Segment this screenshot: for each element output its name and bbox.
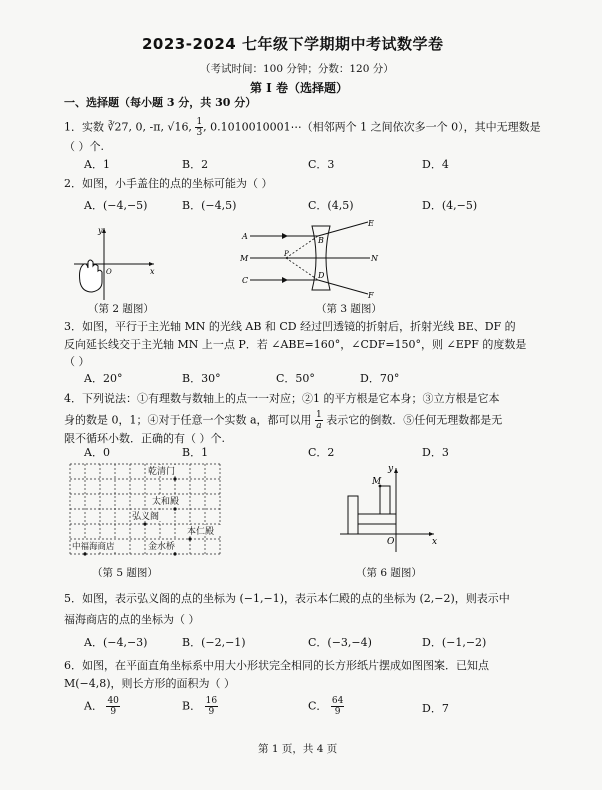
question-2-stem: 2．如图，小手盖住的点的坐标可能为（ ） bbox=[64, 177, 273, 190]
fig6-m-label: M bbox=[372, 477, 382, 487]
q6-option-b-letter: B． bbox=[182, 699, 202, 713]
q6-option-a-fraction bbox=[106, 696, 119, 717]
fig3-label-p: P bbox=[284, 250, 289, 258]
question-4-line-3: 限不循环小数．正确的有（ ）个. bbox=[64, 432, 225, 445]
q6-c-num: 64 bbox=[331, 696, 344, 706]
fig5-point-jinshuiqiao bbox=[173, 552, 176, 555]
q3-option-a[interactable]: A．20° bbox=[84, 372, 123, 385]
fig5-caption: （第 5 题图） bbox=[92, 567, 158, 579]
question-3-line-3: （ ） bbox=[64, 355, 90, 368]
q5-option-c[interactable]: C．(−3,−4) bbox=[308, 636, 372, 649]
q6-a-den: 9 bbox=[110, 707, 117, 717]
page-footer: 第 1 页，共 4 页 bbox=[258, 743, 338, 755]
fig2-x-label: x bbox=[150, 267, 155, 276]
q1-stem-a: 1．实数 bbox=[64, 120, 104, 134]
fig2-x-arrow bbox=[149, 262, 154, 266]
question-5-line-2: 福海商店的点的坐标为（ ） bbox=[64, 613, 200, 626]
q4-line-2a: 身的数是 0，1；④对于任意一个实数 a，都可以用 bbox=[64, 413, 312, 427]
fig5-point-hongyige bbox=[143, 522, 146, 525]
q1-option-c[interactable]: C．3 bbox=[308, 158, 335, 171]
fig5-label-hongyige: 弘义阁 bbox=[132, 512, 160, 522]
figure-6 bbox=[330, 462, 442, 556]
fig3-label-d: D bbox=[318, 271, 325, 280]
fig3-label-b: B bbox=[318, 236, 324, 245]
fig5-point-taihedian bbox=[173, 507, 176, 510]
fig2-origin-label: O bbox=[106, 268, 112, 276]
q6-option-d[interactable] bbox=[422, 702, 449, 717]
question-4-line-2 bbox=[64, 410, 502, 431]
question-3-line-2: 反向延长线交于主光轴 MN 上一点 P．若 ∠ABE=160°，∠CDF=150°，则 ∠EPF 的度数是 bbox=[64, 338, 527, 351]
q5-option-d[interactable]: D．(−1,−2) bbox=[422, 636, 487, 649]
q4-option-c[interactable]: C．2 bbox=[308, 446, 335, 459]
figure-3 bbox=[240, 218, 380, 300]
question-4-line-1: 4．下列说法：①有理数与数轴上的点一一对应；②1 的平方根是它本身；③立方根是它本 bbox=[64, 392, 500, 405]
q6-option-d-value: 7 bbox=[441, 702, 449, 715]
q6-option-b[interactable] bbox=[182, 696, 218, 717]
section-heading: 一、选择题（每小题 3 分，共 30 分） bbox=[64, 96, 257, 109]
q4-line-2b: 表示它的倒数．⑤任何无理数都是无 bbox=[326, 413, 503, 427]
q4-fraction bbox=[315, 410, 323, 431]
figure-5 bbox=[68, 462, 226, 558]
fig5-point-qianqingmen bbox=[173, 477, 176, 480]
q6-option-a[interactable] bbox=[84, 696, 120, 717]
q4-frac-num: 1 bbox=[316, 410, 322, 420]
q2-option-b[interactable]: B．(−4,5) bbox=[182, 199, 237, 212]
page-title: 2023-2024 七年级下学期期中考试数学卷 bbox=[142, 35, 444, 53]
question-1-stem bbox=[64, 117, 541, 138]
q4-option-b[interactable]: B．1 bbox=[182, 446, 209, 459]
q2-option-a[interactable]: A．(−4,−5) bbox=[84, 199, 148, 212]
fig3-ext-be bbox=[286, 236, 318, 258]
question-6-line-2: M(−4,8)，则长方形的面积为（ ） bbox=[64, 677, 236, 690]
q6-c-den: 9 bbox=[334, 707, 341, 717]
fig6-x-arrow bbox=[429, 532, 434, 536]
fig3-label-c: C bbox=[242, 276, 249, 285]
fig3-arrow-cd bbox=[282, 277, 288, 283]
q4-option-a[interactable]: A．0 bbox=[84, 446, 110, 459]
q6-option-b-fraction bbox=[205, 696, 218, 717]
fig3-ext-df bbox=[286, 258, 318, 280]
q1-option-d[interactable]: D．4 bbox=[422, 158, 449, 171]
q1-frac-den: 3 bbox=[196, 128, 203, 138]
fig2-y-arrow bbox=[102, 228, 106, 233]
q6-option-d-letter: D． bbox=[422, 702, 442, 715]
q2-option-c[interactable]: C．(4,5) bbox=[308, 199, 354, 212]
fig3-ray-be bbox=[318, 222, 368, 236]
fig6-caption: （第 6 题图） bbox=[356, 567, 422, 579]
fig6-y-arrow bbox=[394, 468, 398, 473]
q1-stem-c: （ ）个. bbox=[64, 140, 104, 153]
fig3-ray-df bbox=[318, 280, 368, 294]
q4-frac-den: a bbox=[316, 421, 322, 431]
fig3-caption: （第 3 题图） bbox=[316, 303, 382, 315]
q1-option-a[interactable]: A．1 bbox=[84, 158, 110, 171]
q1-stem-numbers: ∛27, 0, -π, √16, bbox=[107, 120, 192, 134]
q6-a-num: 40 bbox=[107, 696, 119, 706]
q6-option-a-letter: A． bbox=[84, 699, 103, 713]
fig5-label-jinshuiqiao: 金水桥 bbox=[148, 542, 176, 552]
q3-option-b[interactable]: B．30° bbox=[182, 372, 221, 385]
exam-info: （考试时间：100 分钟；分数：120 分） bbox=[200, 63, 394, 75]
q1-option-b[interactable]: B．2 bbox=[182, 158, 209, 171]
q6-b-num: 16 bbox=[205, 696, 218, 706]
q1-fraction bbox=[195, 117, 203, 138]
fig3-label-n: N bbox=[371, 254, 378, 263]
fig3-arrow-ab bbox=[282, 233, 288, 239]
q5-option-b[interactable]: B．(−2,−1) bbox=[182, 636, 246, 649]
fig5-point-shop bbox=[83, 552, 86, 555]
fig6-rectangles bbox=[348, 486, 396, 534]
q3-option-d[interactable]: D．70° bbox=[360, 372, 400, 385]
q4-option-d[interactable]: D．3 bbox=[422, 446, 449, 459]
fig5-label-taihedian: 太和殿 bbox=[152, 497, 180, 507]
fig2-y-label: y bbox=[98, 226, 103, 235]
figure-2 bbox=[70, 222, 160, 304]
fig6-origin-label: O bbox=[387, 537, 395, 547]
fig5-label-benrendian: 本仁殿 bbox=[187, 527, 215, 537]
question-5-line-1: 5．如图，表示弘义阁的点的坐标为 (−1,−1)，表示本仁殿的点的坐标为 (2,−2)，则表示中 bbox=[64, 592, 510, 605]
hand-icon bbox=[80, 260, 103, 292]
question-3-line-1: 3．如图，平行于主光轴 MN 的光线 AB 和 CD 经过凹透镜的折射后，折射光线 BE、DF 的 bbox=[64, 320, 516, 333]
volume-heading: 第 I 卷（选择题） bbox=[250, 81, 348, 95]
q5-option-a[interactable]: A．(−4,−3) bbox=[84, 636, 148, 649]
fig5-label-qianqingmen: 乾清门 bbox=[148, 467, 176, 477]
q6-option-c[interactable] bbox=[308, 696, 344, 717]
fig3-label-a: A bbox=[242, 232, 248, 241]
fig5-label-shop: 中福海商店 bbox=[72, 542, 115, 552]
q1-frac-num: 1 bbox=[196, 117, 203, 127]
q2-option-d[interactable]: D．(4,−5) bbox=[422, 199, 478, 212]
fig6-y-label: y bbox=[388, 464, 394, 474]
question-6-line-1: 6．如图，在平面直角坐标系中用大小形状完全相同的长方形纸片摆成如图图案．已知点 bbox=[64, 659, 489, 672]
fig2-caption: （第 2 题图） bbox=[88, 303, 154, 315]
fig6-x-label: x bbox=[432, 537, 438, 547]
q3-option-c[interactable]: C．50° bbox=[276, 372, 315, 385]
q1-stem-b: , 0.1010010001⋯（相邻两个 1 之间依次多一个 0），其中无理数是 bbox=[203, 120, 541, 134]
q6-option-c-fraction bbox=[331, 696, 344, 717]
fig5-point-benrendian bbox=[188, 537, 191, 540]
fig3-label-m: M bbox=[240, 254, 249, 263]
fig3-label-f: F bbox=[368, 291, 374, 300]
q6-b-den: 9 bbox=[208, 707, 215, 717]
fig3-label-e: E bbox=[368, 219, 374, 228]
q6-option-c-letter: C． bbox=[308, 699, 328, 713]
